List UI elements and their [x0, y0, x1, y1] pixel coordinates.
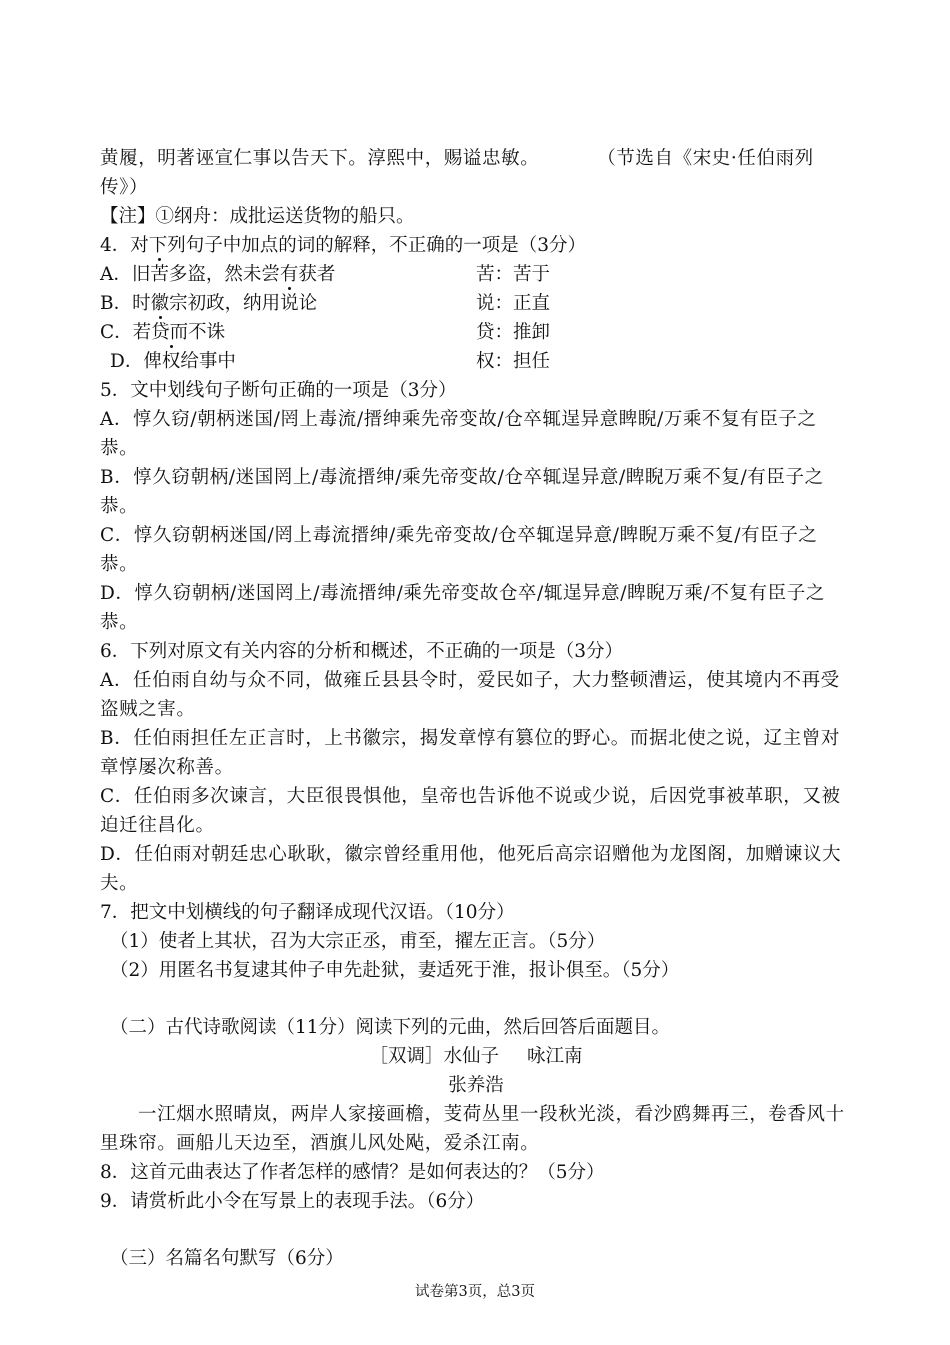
page-footer: 试卷第3页，总3页 — [415, 1284, 535, 1300]
poem-title-row — [100, 1042, 852, 1071]
q4-option — [100, 347, 852, 376]
note: 【注】①纲舟：成批运送货物的船只。 — [100, 206, 415, 227]
poem-body: 一江烟水照晴岚，两岸人家接画檐，芰荷丛里一段秋光淡，看沙鸥舞再三，卷香风十里珠帘。画船儿天边至，酒旗儿风处飐，爱杀江南。 — [100, 1104, 845, 1154]
q4-option-pre: A．旧 — [100, 264, 151, 285]
q4-option-definition: 贷：推卸 — [476, 322, 551, 343]
q4-option — [100, 289, 852, 318]
q4-stem: 4．对下列句子中加点的词的解释，不正确的一项是（3分） — [100, 235, 587, 256]
q4-option-post: 论 — [298, 293, 318, 314]
poem-subtitle: 咏江南 — [527, 1046, 583, 1067]
q4-option-definition: 权：担任 — [476, 351, 551, 372]
q4-options — [100, 260, 852, 376]
q5-stem: 5．文中划线句子断句正确的一项是（3分） — [100, 380, 457, 401]
q4-dotted-word: 权 — [162, 347, 181, 376]
q6-option-b: B．任伯雨担任左正言时，上书徽宗，揭发章惇有篡位的野心。而据北使之说，辽主曾对章惇屡次称善。 — [100, 728, 840, 778]
q4-option-sentence — [100, 289, 317, 318]
q4-option-pre: D．俾 — [110, 351, 162, 372]
q8-stem: 8．这首元曲表达了作者怎样的感情？是如何表达的？（5分） — [100, 1162, 605, 1183]
q4-option-sentence — [110, 347, 236, 376]
q7-item-2: （2）用匿名书复逮其仲子申先赴狱，妻适死于淮，报讣俱至。（5分） — [110, 960, 680, 981]
q4-option-definition: 苦：苦于 — [476, 264, 551, 285]
q4-option-pre: C．若 — [100, 322, 152, 343]
q4-option-sentence — [100, 318, 225, 347]
q9-stem: 9．请赏析此小令在写景上的表现手法。（6分） — [100, 1191, 485, 1212]
q4-option-sentence — [100, 260, 335, 289]
q4-option-post: 给事中 — [180, 351, 236, 372]
poem-author: 张养浩 — [448, 1075, 504, 1096]
q7-item-1: （1）使者上其状，召为大宗正丞，甫至，擢左正言。（5分） — [110, 931, 606, 952]
passage-tail: 黄履，明著诬宣仁事以告天下。淳熙中，赐谥忠敏。 （节选自《宋史·任伯雨列传》） — [100, 148, 814, 198]
q4-dotted-word: 贷 — [151, 318, 170, 347]
q4-option — [100, 318, 852, 347]
exam-page — [100, 144, 852, 1273]
q4-option-post: 多盗，然未尝有获者 — [168, 264, 336, 285]
q5-option-a: A．惇久窃/朝柄迷国/罔上毒流/搢绅乘先帝变故/仓卒辄逞异意睥睨/万乘不复有臣子之恭。 — [100, 409, 817, 459]
q6-option-a: A．任伯雨自幼与众不同，做雍丘县县令时，爱民如子，大力整顿漕运，使其境内不再受盗贼之害。 — [100, 670, 840, 720]
q5-option-d: D．惇久窃朝柄/迷国罔上/毒流搢绅/乘先帝变故仓卒/辄逞异意/睥睨万乘/不复有臣子之恭。 — [100, 583, 825, 633]
q4-option-pre: B．时徽宗初政，纳用 — [100, 293, 281, 314]
q4-dotted-word: 说 — [280, 289, 299, 318]
q4-dotted-word: 苦 — [150, 260, 169, 289]
q5-option-c: C．惇久窃朝柄迷国/罔上毒流搢绅/乘先帝变故/仓卒辄逞异意/睥睨万乘不复/有臣子之恭。 — [100, 525, 818, 575]
section2-heading: （二）古代诗歌阅读（11分）阅读下列的元曲，然后回答后面题目。 — [110, 1017, 671, 1038]
q5-option-b: B．惇久窃朝柄/迷国罔上/毒流搢绅/乘先帝变故/仓卒辄逞异意/睥睨万乘不复/有臣子之恭。 — [100, 467, 824, 517]
q4-option-post: 而不诛 — [169, 322, 226, 343]
q4-option-definition: 说：正直 — [476, 293, 551, 314]
poem-title: ［双调］水仙子 — [369, 1046, 499, 1067]
q4-option — [100, 260, 852, 289]
q6-option-c: C．任伯雨多次谏言，大臣很畏惧他，皇帝也告诉他不说或少说，后因党事被革职，又被迫迁往昌化。 — [100, 786, 841, 836]
q6-stem: 6．下列对原文有关内容的分析和概述，不正确的一项是（3分） — [100, 641, 624, 662]
section3-heading: （三）名篇名句默写（6分） — [110, 1248, 344, 1269]
q6-option-d: D．任伯雨对朝廷忠心耿耿，徽宗曾经重用他，他死后高宗诏赠他为龙图阁，加赠谏议大夫。 — [100, 844, 842, 894]
q7-stem: 7．把文中划横线的句子翻译成现代汉语。（10分） — [100, 902, 515, 923]
